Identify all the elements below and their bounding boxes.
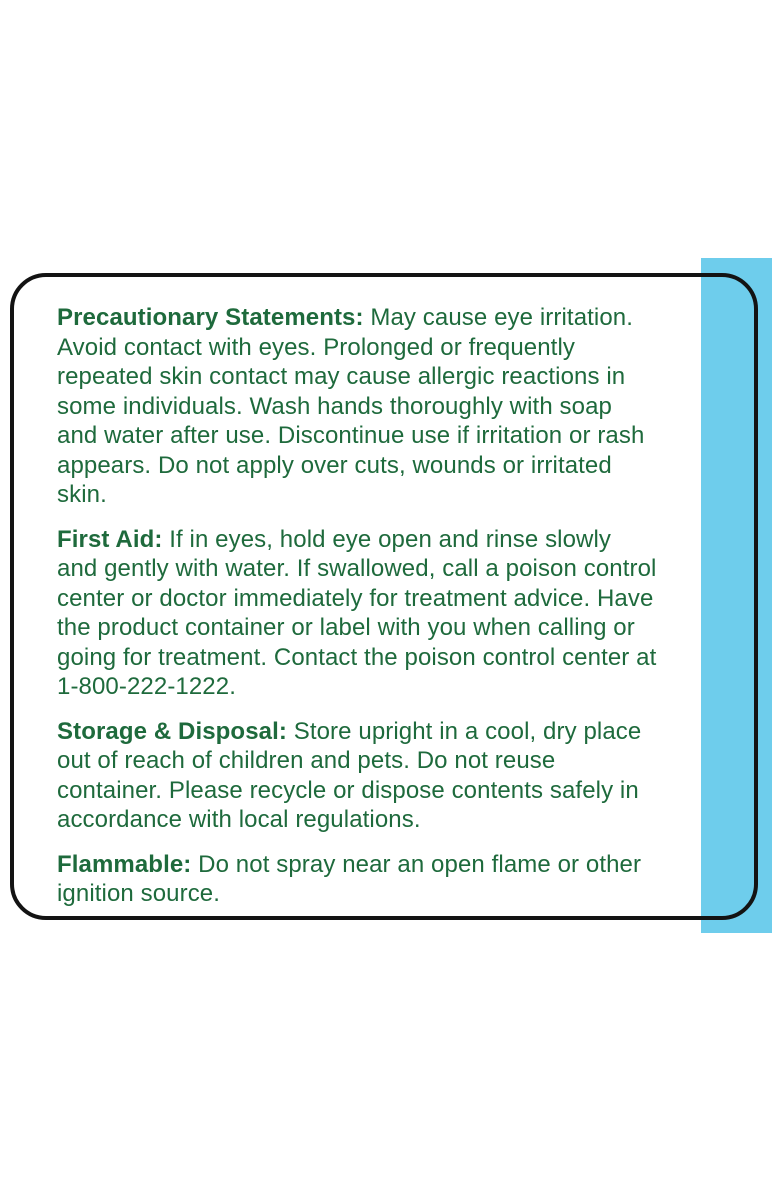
label-panel-content	[14, 277, 754, 916]
section-first-aid	[57, 525, 657, 702]
section-storage-disposal	[57, 717, 657, 835]
section-precautionary-statements	[57, 303, 657, 510]
flammable-heading: Flammable:	[57, 850, 192, 878]
first-aid-text: If in eyes, hold eye open and rinse slowly and gently with water. If swallowed, call a poison control center or doctor immediately for treatment advice. Have the product container or label with you when calling or going for treatment. Contact the poison control center at 1-800-222-1222.	[57, 525, 657, 700]
flammable-text: Do not spray near an open flame or other ignition source.	[57, 850, 642, 907]
precautionary-statements-heading: Precautionary Statements:	[57, 304, 364, 331]
storage-disposal-text: Store upright in a cool, dry place out of reach of children and pets. Do not reuse container. Please recycle or dispose contents safely in accordance with local regulations.	[57, 717, 642, 833]
section-flammable	[57, 850, 657, 909]
storage-disposal-heading: Storage & Disposal:	[57, 717, 287, 745]
precautionary-statements-text: May cause eye irritation. Avoid contact with eyes. Prolonged or frequently repeated skin contact may cause allergic reactions in some individuals. Wash hands thoroughly with soap and water after use. Discontinue use if irritation or rash appears. Do not apply over cuts, wounds or irritated skin.	[57, 304, 645, 508]
first-aid-heading: First Aid:	[57, 525, 163, 553]
label-panel	[10, 273, 758, 920]
